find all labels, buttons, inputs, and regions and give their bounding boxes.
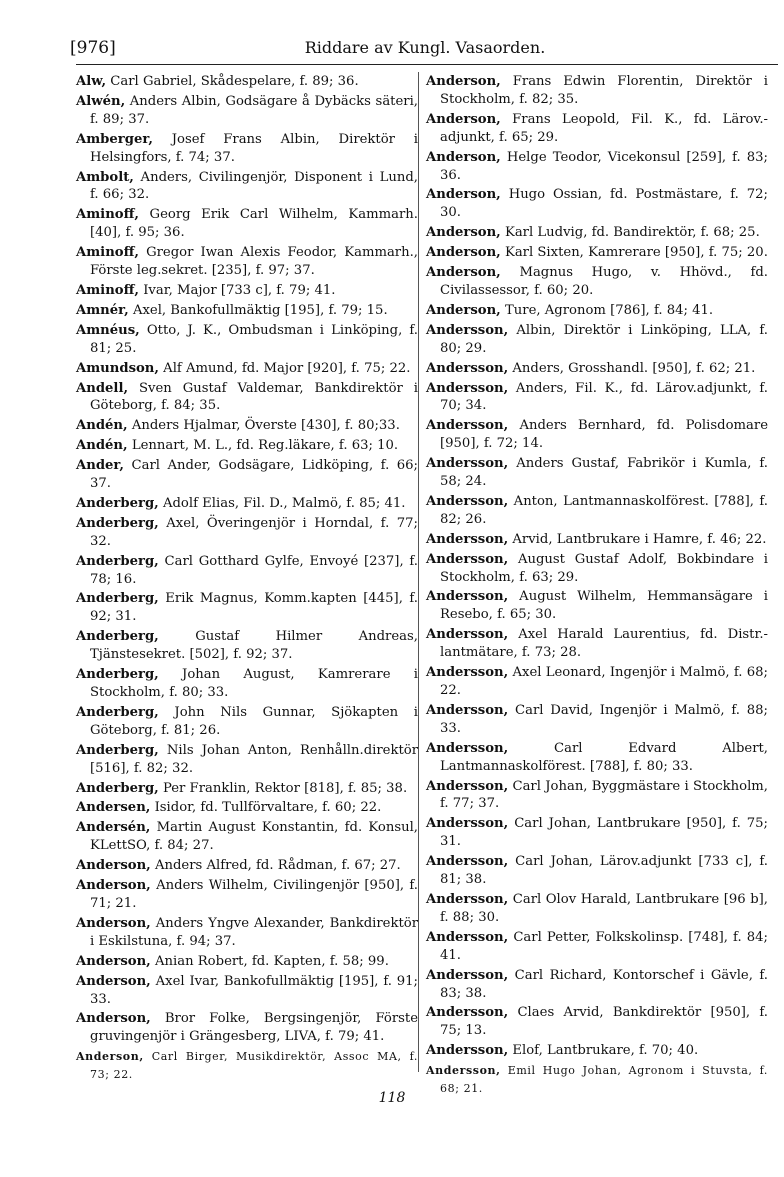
register-entry [76,380,418,416]
register-entry [76,437,418,455]
entry-details: Claes Arvid, Bankdirektör [950], f. 75; 13. [440,1005,768,1039]
entry-details: Bror Folke, Bergsingenjör, Förste gruvingenjör i Grängesberg, LIVA, f. 79; 41. [90,1011,418,1045]
register-entry [426,626,768,662]
register-entry [76,857,418,875]
entry-surname: Anderberg, [76,591,159,607]
register-entry [76,1048,418,1084]
entry-surname: Anderson, [76,953,151,969]
entry-details: Lennart, M. L., fd. Reg.läkare, f. 63; 10. [127,438,399,454]
entry-surname: Alw, [76,74,107,89]
register-entry [76,953,418,971]
entry-details: Frans Edwin Florentin, Direktör i Stockholm, f. 82; 35. [440,74,768,107]
entry-surname: Anderson, [426,302,501,318]
entry-details: Anders, Grosshandl. [950], f. 62; 21. [508,360,756,376]
register-entry [426,244,768,262]
entry-details: Josef Frans Albin, Direktör i Helsingfors, f. 74; 37. [90,131,418,165]
entry-surname: Andén, [76,438,128,454]
entry-details: Emil Hugo Johan, Agronom i Stuvsta, f. 68; 21. [440,1064,768,1096]
register-entry [76,457,418,493]
entry-surname: Andersson, [426,589,509,605]
entry-details: Erik Magnus, Komm.kapten [445], f. 92; 31. [90,591,418,625]
entry-details: Frans Leopold, Fil. K., fd. Lärov.-adjunkt, f. 65; 29. [440,111,768,145]
entry-surname: Anderson, [426,111,501,127]
entry-details: Axel Leonard, Ingenjör i Malmö, f. 68; 22. [440,665,768,698]
entry-surname: Amberger, [76,131,153,147]
entry-details: Carl David, Ingenjör i Malmö, f. 88; 33. [440,702,768,736]
entry-details: Magnus Hugo, v. Hhövd., fd. Civilassessor, f. 60; 20. [440,265,768,298]
entry-details: Carl Gotthard Gylfe, Envoyé [237], f. 78; 16. [90,553,418,587]
entry-details: John Nils Gunnar, Sjökapten i Göteborg, f. 81; 26. [90,704,418,738]
register-entry [426,815,768,851]
register-entry [426,264,768,300]
entry-details: Carl Gabriel, Skådespelare, f. 89; 36. [106,74,359,89]
register-entry [426,302,768,320]
entry-surname: Anderson, [76,915,151,931]
column-divider [418,72,419,1072]
entry-details: Anton, Lantmannaskolförest. [788], f. 82; 26. [440,493,768,527]
entry-details: Hugo Ossian, fd. Postmästare, f. 72; 30. [440,187,768,221]
register-entry [76,780,418,798]
entry-surname: Andersson, [426,627,509,643]
entry-surname: Andersson, [426,891,509,907]
register-entry [76,244,418,280]
register-entry [76,666,418,702]
register-entry [76,799,418,817]
entry-details: Carl Edvard Albert, Lantmannaskolförest. [788], f. 80; 33. [440,740,768,774]
entry-details: Carl Ander, Godsägare, Lidköping, f. 66; 37. [90,458,418,492]
entry-details: Ture, Agronom [786], f. 84; 41. [500,302,714,318]
entry-surname: Ambolt, [76,169,134,185]
entry-surname: Andersson, [426,322,509,338]
entry-surname: Amundson, [76,360,159,376]
entry-surname: Andersson, [426,1064,501,1078]
entry-details: Carl Petter, Folkskolinsp. [748], f. 84; 41. [440,929,768,963]
entry-surname: Aminoff, [76,282,139,298]
entry-surname: Anderson, [76,1011,151,1027]
entry-details: Anders, Fil. K., fd. Lärov.adjunkt, f. 70; 34. [440,380,768,414]
entry-surname: Andersson, [426,967,509,983]
register-entry [76,131,418,167]
register-entry [426,73,768,109]
entry-surname: Anderson, [426,265,501,281]
entry-details: Anders Bernhard, fd. Polisdomare [950], f. 72; 14. [440,418,768,452]
running-title: Riddare av Kungl. Vasaorden. [304,38,546,57]
register-entry [426,551,768,587]
entry-details: Helge Teodor, Vicekonsul [259], f. 83; 36. [440,149,768,183]
register-entry [76,915,418,951]
entry-surname: Andersson, [426,418,509,434]
register-entry [426,740,768,776]
entry-details: Carl Birger, Musikdirektör, Assoc MA, f. 73; 22. [90,1050,418,1082]
entry-surname: Andersson, [426,360,509,376]
entry-details: Isidor, fd. Tullförvaltare, f. 60; 22. [150,800,382,816]
register-entry [426,891,768,927]
register-entry [426,111,768,147]
entry-surname: Andersén, [76,820,151,836]
entry-details: Axel, Överingenjör i Horndal, f. 77; 32. [90,515,418,549]
register-entry [76,206,418,242]
register-entry [76,93,418,129]
entry-details: Anders Alfred, fd. Rådman, f. 67; 27. [150,858,401,874]
register-entry [76,515,418,551]
entry-surname: Amnéus, [76,322,140,338]
register-entry [76,819,418,855]
entry-details: Elof, Lantbrukare, f. 70; 40. [508,1043,699,1059]
entry-details: Gustaf Hilmer Andreas, Tjänstesekret. [502], f. 92; 37. [90,629,418,663]
entry-details: Arvid, Lantbrukare i Hamre, f. 46; 22. [508,531,767,547]
entry-surname: Anderson, [426,74,501,89]
entry-surname: Anderberg, [76,553,159,569]
register-entry [426,588,768,624]
entry-surname: Andersson, [426,665,509,681]
entry-surname: Andén, [76,418,128,434]
register-entry [426,853,768,889]
entry-details: Georg Erik Carl Wilhelm, Kammarh. [40], f. 95; 36. [90,207,418,241]
entry-surname: Alwén, [76,93,126,109]
entry-details: Anders Wilhelm, Civilingenjör [950], f. 71; 21. [90,878,418,911]
entry-surname: Andersson, [426,778,509,794]
entry-details: Anders Hjalmar, Överste [430], f. 80;33. [127,418,400,434]
entry-details: Anian Robert, fd. Kapten, f. 58; 99. [150,953,389,969]
entry-surname: Anderson, [76,858,151,874]
entry-details: Anders Yngve Alexander, Bankdirektör i Eskilstuna, f. 94; 37. [90,915,418,949]
entry-details: Karl Sixten, Kamrerare [950], f. 75; 20. [500,245,768,261]
register-entry [76,628,418,664]
page-header [70,38,780,60]
entry-surname: Anderberg, [76,780,159,796]
register-entry [76,322,418,358]
entry-surname: Anderson, [76,878,151,894]
entry-surname: Ander, [76,458,125,474]
entry-details: Per Franklin, Rektor [818], f. 85; 38. [158,780,408,796]
entry-details: Carl Johan, Lantbrukare [950], f. 75; 31. [440,816,768,850]
entry-surname: Andersson, [426,854,509,870]
page-number: [976] [70,38,116,58]
register-entry [76,1010,418,1046]
entry-details: Axel Ivar, Bankofullmäktig [195], f. 91; 33. [90,973,418,1007]
entry-surname: Anderson, [76,973,151,989]
register-entry [426,149,768,185]
entry-details: Alf Amund, fd. Major [920], f. 75; 22. [158,360,411,376]
entry-details: Anders Albin, Godsägare å Dybäcks säteri, f. 89; 37. [90,93,418,127]
entry-details: Johan August, Kamrerare i Stockholm, f. 80; 33. [90,667,418,700]
register-entry [76,360,418,378]
entry-details: Axel Harald Laurentius, fd. Distr.-lantmätare, f. 73; 28. [440,627,768,661]
entry-details: Albin, Direktör i Linköping, LLA, f. 80; 29. [440,322,768,356]
register-entry [76,742,418,778]
entry-surname: Andersson, [426,816,509,832]
entry-surname: Anderson, [426,149,501,165]
register-entry [426,967,768,1003]
entry-details: Adolf Elias, Fil. D., Malmö, f. 85; 41. [158,495,406,511]
entry-details: Carl Richard, Kontorschef i Gävle, f. 83; 38. [440,967,768,1001]
register-entry [426,531,768,549]
register-entry [76,282,418,300]
entry-surname: Andersson, [426,740,509,756]
entry-surname: Andersson, [426,1005,509,1021]
entry-surname: Andersson, [426,1043,509,1059]
entry-surname: Anderberg, [76,742,159,758]
entry-details: Gregor Iwan Alexis Feodor, Kammarh., Förste leg.sekret. [235], f. 97; 37. [90,245,418,279]
entry-surname: Anderson, [426,245,501,261]
register-entry [426,778,768,814]
entry-surname: Andersen, [76,800,151,816]
register-entry [76,877,418,913]
register-entry [426,417,768,453]
register-entry [426,455,768,491]
register-entry [76,417,418,435]
entry-details: Otto, J. K., Ombudsman i Linköping, f. 81; 25. [90,322,418,356]
register-entry [76,590,418,626]
entry-details: Sven Gustaf Valdemar, Bankdirektör i Göteborg, f. 84; 35. [90,380,418,414]
entry-surname: Anderson, [426,225,501,241]
entry-details: Carl Johan, Byggmästare i Stockholm, f. 77; 37. [440,778,768,812]
entry-details: Axel, Bankofullmäktig [195], f. 79; 15. [128,302,388,318]
register-entry [426,186,768,222]
entry-surname: Amnér, [76,302,129,318]
entry-surname: Aminoff, [76,245,139,261]
entry-details: Martin August Konstantin, fd. Konsul, KLettSO, f. 84; 27. [90,820,418,854]
entry-surname: Andersson, [426,493,509,509]
left-column [76,73,418,1086]
footer-page-number: 118 [378,1090,406,1106]
entry-details: Carl Johan, Lärov.adjunkt [733 c], f. 81; 38. [440,854,768,888]
entry-surname: Anderson, [426,187,501,203]
entry-details: Anders Gustaf, Fabrikör i Kumla, f. 58; 24. [440,456,768,490]
entry-details: Nils Johan Anton, Renhålln.direktör [516], f. 82; 32. [90,742,418,776]
entry-details: Karl Ludvig, fd. Bandirektör, f. 68; 25. [500,225,760,241]
entry-details: August Wilhelm, Hemmansägare i Resebo, f. 65; 30. [440,589,768,623]
entry-surname: Andersson, [426,456,509,472]
header-rule [76,64,778,65]
entry-surname: Anderson, [76,1050,144,1064]
entry-surname: Aminoff, [76,207,139,223]
register-entry [426,702,768,738]
register-entry [426,360,768,378]
register-entry [76,73,418,91]
entry-details: Anders, Civilingenjör, Disponent i Lund, f. 66; 32. [90,169,418,203]
right-column [426,73,768,1100]
register-entry [76,973,418,1009]
entry-surname: Anderberg, [76,495,159,511]
register-entry [426,1042,768,1060]
entry-surname: Andersson, [426,531,509,547]
register-entry [76,704,418,740]
entry-surname: Anderberg, [76,515,159,531]
register-entry [426,493,768,529]
register-entry [426,224,768,242]
entry-surname: Andell, [76,380,129,396]
entry-surname: Andersson, [426,929,509,945]
entry-surname: Andersson, [426,551,509,567]
entry-details: August Gustaf Adolf, Bokbindare i Stockholm, f. 63; 29. [440,551,768,585]
register-entry [426,1004,768,1040]
register-entry [426,322,768,358]
register-entry [426,380,768,416]
register-entry [76,495,418,513]
register-entry [76,169,418,205]
register-entry [426,929,768,965]
entry-details: Ivar, Major [733 c], f. 79; 41. [139,282,336,298]
entry-surname: Anderberg, [76,704,159,720]
entry-surname: Anderberg, [76,629,159,645]
entry-surname: Andersson, [426,380,509,396]
entry-details: Carl Olov Harald, Lantbrukare [96 b], f. 88; 30. [440,891,768,925]
register-entry [76,302,418,320]
entry-surname: Anderberg, [76,667,159,683]
register-entry [76,553,418,589]
entry-surname: Andersson, [426,702,509,718]
register-entry [426,664,768,700]
